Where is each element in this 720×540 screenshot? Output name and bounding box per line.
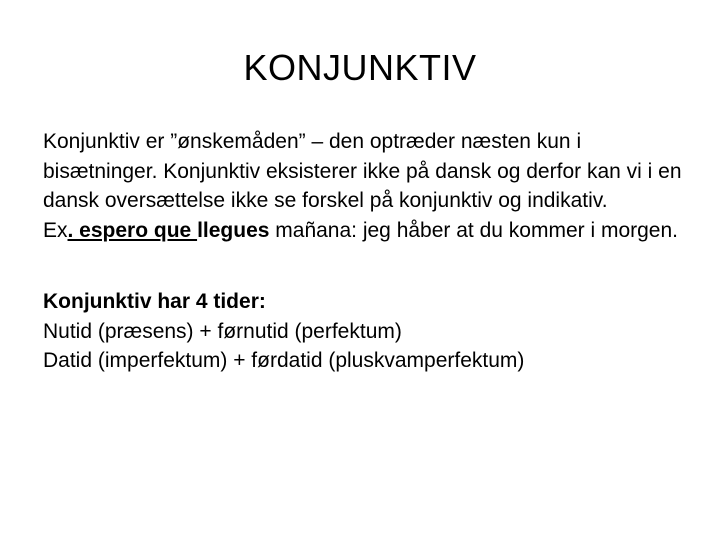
example-rest: mañana: jeg håber at du kommer i morgen.	[269, 218, 678, 242]
slide-title: KONJUNKTIV	[243, 47, 477, 88]
tenses-heading: Konjunktiv har 4 tider:	[43, 290, 266, 313]
slide-body	[43, 127, 693, 376]
example-highlight: . espero que	[67, 218, 198, 242]
paragraph-spacer	[43, 245, 693, 287]
intro-paragraph: Konjunktiv er ”ønskemåden” – den optræder næsten kun i bisætninger. Konjunktiv eksisterer ikke på dansk og derfor kan vi i en dansk oversættelse ikke se forskel på konjunktiv og indikativ.	[43, 130, 682, 212]
example-prefix: Ex	[43, 218, 68, 242]
tense-line: Datid (imperfektum) + førdatid (pluskvamperfektum)	[43, 349, 525, 372]
example-verb: llegues	[197, 218, 270, 242]
example-paragraph	[43, 216, 693, 246]
tense-line: Nutid (præsens) + førnutid (perfektum)	[43, 319, 402, 343]
